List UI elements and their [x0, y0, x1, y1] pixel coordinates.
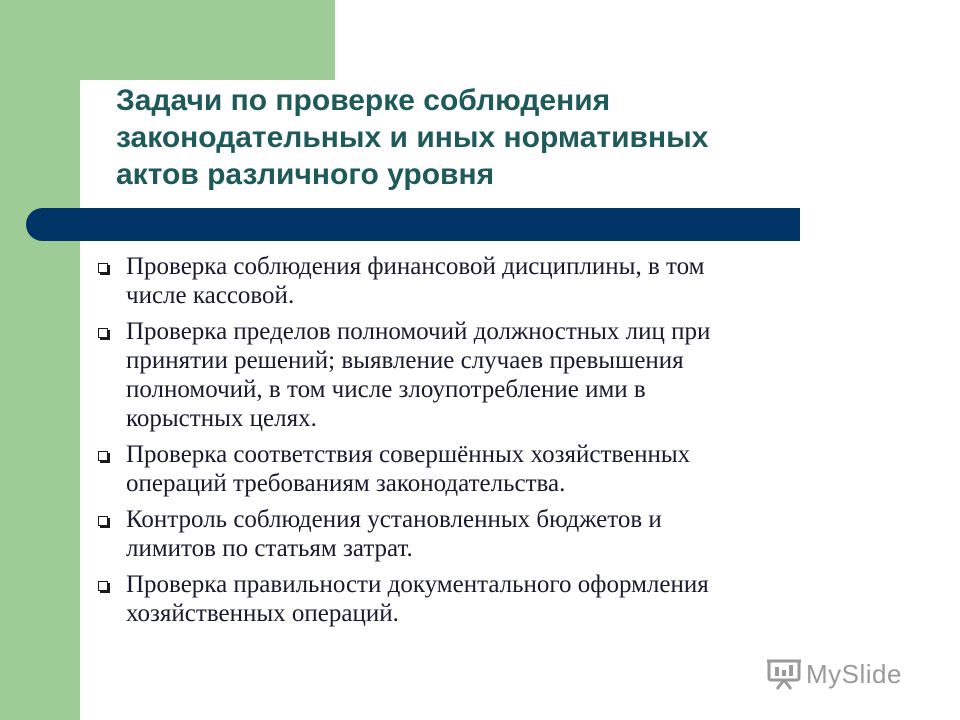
checkbox-square-icon: [98, 451, 108, 461]
bullet-line: полномочий, в том числе злоупотребление ими в: [126, 376, 646, 403]
bullet-line: принятии решений; выявление случаев превышения: [126, 347, 684, 374]
title-underline-bar: [26, 208, 800, 241]
bullet-line: Проверка пределов полномочий должностных лиц при: [126, 318, 711, 345]
bullet-text: [126, 505, 898, 563]
bullet-text: [126, 440, 898, 498]
bullet-item: [98, 317, 898, 433]
title-line: актов различного уровня: [116, 158, 495, 191]
checkbox-square-icon: [98, 516, 108, 526]
bullet-line: Контроль соблюдения установленных бюджетов и: [126, 506, 662, 533]
checkbox-square-icon: [98, 328, 108, 338]
slide-title: [116, 82, 816, 193]
green-side-strip: [0, 0, 80, 720]
title-line: законодательных и иных нормативных: [116, 121, 709, 154]
bullet-line: Проверка правильности документального оформления: [126, 571, 709, 598]
bullet-item: [98, 440, 898, 498]
bullet-text: [126, 252, 898, 310]
watermark-text: MySlide: [806, 658, 902, 689]
bullet-line: Проверка соответствия совершённых хозяйственных: [126, 441, 691, 468]
bullet-line: лимитов по статьям затрат.: [126, 535, 413, 562]
bullet-text: [126, 570, 898, 628]
bullet-item: [98, 570, 898, 628]
watermark: [766, 656, 902, 692]
bullet-line: корыстных целях.: [126, 405, 317, 432]
bullet-list: [98, 252, 898, 635]
bullet-text: [126, 317, 898, 433]
bullet-line: хозяйственных операций.: [126, 600, 399, 627]
title-line: Задачи по проверке соблюдения: [116, 84, 611, 117]
bullet-line: Проверка соблюдения финансовой дисциплины, в том: [126, 253, 705, 280]
green-top-block: [80, 0, 335, 80]
bullet-line: числе кассовой.: [126, 282, 295, 309]
presentation-board-icon: [766, 657, 802, 691]
bullet-item: [98, 505, 898, 563]
bullet-item: [98, 252, 898, 310]
bullet-line: операций требованиям законодательства.: [126, 470, 566, 497]
checkbox-square-icon: [98, 263, 108, 273]
checkbox-square-icon: [98, 581, 108, 591]
